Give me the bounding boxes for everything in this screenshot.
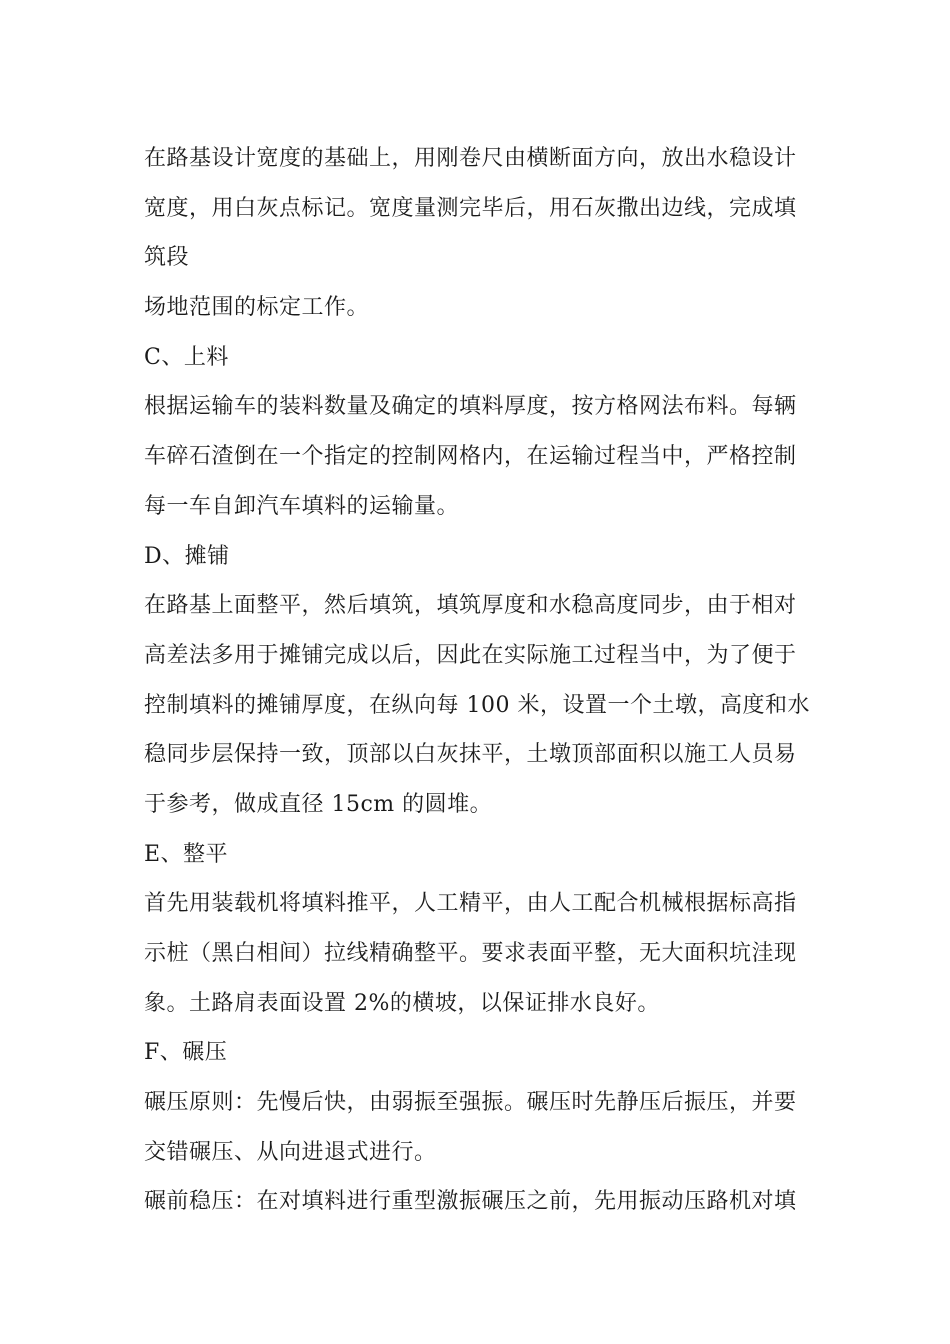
paragraph-line: 车碎石渣倒在一个指定的控制网格内，在运输过程当中，严格控制	[144, 444, 797, 470]
paragraph-line: 筑段	[144, 245, 190, 271]
paragraph-line: 在路基上面整平，然后填筑，填筑厚度和水稳高度同步，由于相对	[144, 593, 797, 619]
paragraph-line: 场地范围的标定工作。	[144, 295, 370, 321]
paragraph-line: 象。土路肩表面设置 2%的横坡，以保证排水良好。	[144, 990, 660, 1016]
paragraph-line: 于参考，做成直径 15cm 的圆堆。	[144, 791, 493, 817]
paragraph-line: 首先用装载机将填料推平，人工精平，由人工配合机械根据标高指	[144, 891, 797, 917]
paragraph-line: 交错碾压、从向进退式进行。	[144, 1139, 437, 1165]
paragraph-line: 示桩（黑白相间）拉线精确整平。要求表面平整，无大面积坑洼现	[144, 941, 797, 966]
paragraph-line: 每一车自卸汽车填料的运输量。	[144, 493, 460, 519]
paragraph-line: 控制填料的摊铺厚度，在纵向每 100 米，设置一个土墩，高度和水	[144, 692, 810, 718]
section-heading-e: E、整平	[144, 841, 229, 867]
paragraph-line: 高差法多用于摊铺完成以后，因此在实际施工过程当中，为了便于	[144, 642, 797, 668]
section-heading-d: D、摊铺	[144, 543, 230, 569]
paragraph-line: 碾压原则：先慢后快，由弱振至强振。碾压时先静压后振压，并要	[144, 1090, 797, 1116]
paragraph-line: 碾前稳压：在对填料进行重型激振碾压之前，先用振动压路机对填	[144, 1189, 797, 1215]
paragraph-line: 宽度，用白灰点标记。宽度量测完毕后，用石灰撒出边线，完成填	[144, 195, 797, 221]
paragraph-line: 在路基设计宽度的基础上，用刚卷尺由横断面方向，放出水稳设计	[144, 146, 797, 171]
section-heading-c: C、上料	[144, 344, 229, 370]
document-body	[144, 134, 809, 1227]
paragraph-line: 稳同步层保持一致，顶部以白灰抹平，土墩顶部面积以施工人员易	[144, 742, 797, 768]
section-heading-f: F、碾压	[144, 1040, 228, 1066]
paragraph-line: 根据运输车的装料数量及确定的填料厚度，按方格网法布料。每辆	[144, 394, 797, 420]
